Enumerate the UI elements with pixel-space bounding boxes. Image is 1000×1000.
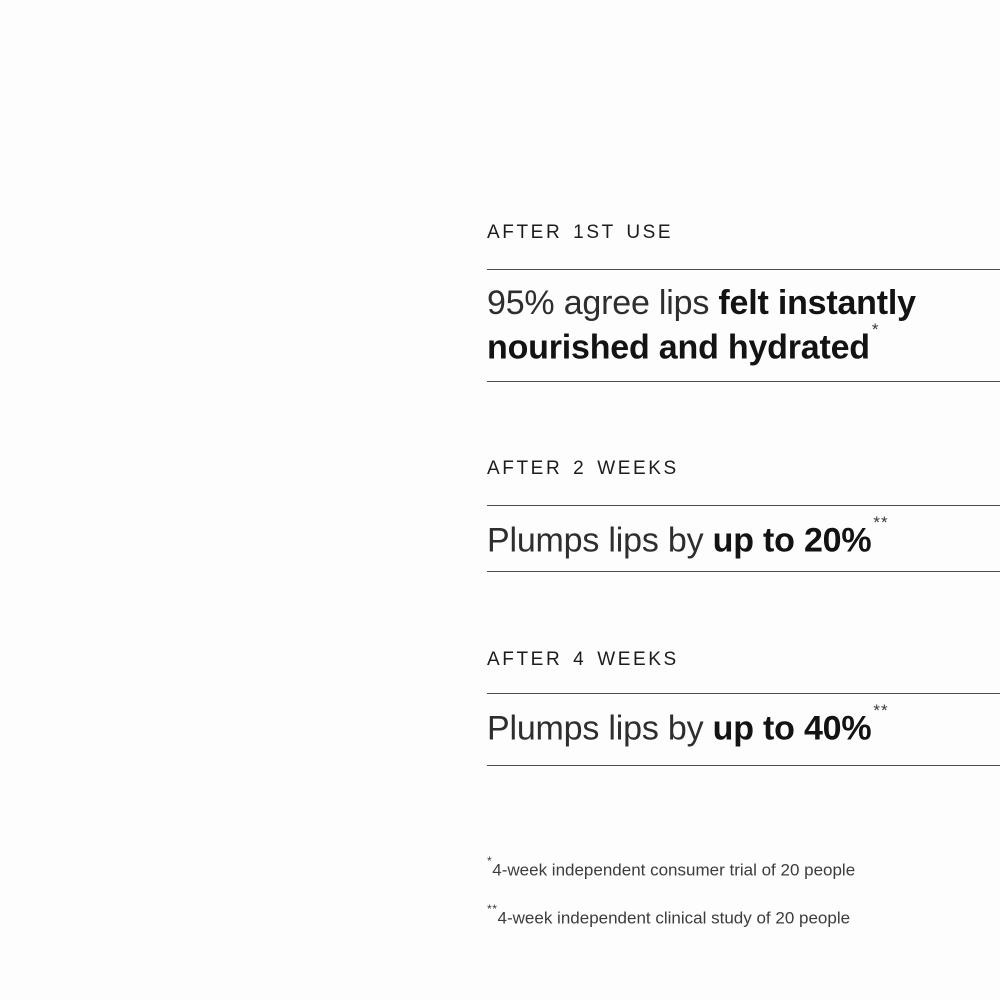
claim-bold-text: up to 20% (712, 521, 872, 560)
claim-regular-text: Plumps lips by (487, 709, 713, 748)
footnote-marker: ** (873, 513, 889, 533)
claim-bold-text: up to 40% (712, 709, 872, 748)
section-label-after-2-weeks: AFTER 2 WEEKS (487, 458, 679, 479)
footnote-marker: ** (487, 902, 498, 917)
divider-line (487, 381, 1000, 382)
footnote-text: 4-week independent consumer trial of 20 people (492, 860, 856, 880)
section-label-after-1st-use: AFTER 1ST USE (487, 222, 674, 243)
claim-bold-text: nourished and hydrated (487, 328, 870, 367)
divider-line (487, 765, 1000, 766)
footnote-consumer-trial (487, 854, 1000, 881)
footnote-clinical-study (487, 902, 1000, 929)
claim-regular-text: Plumps lips by (487, 521, 713, 560)
footnote-marker: ** (873, 701, 889, 721)
footnote-marker: * (487, 854, 493, 869)
divider-line (487, 571, 1000, 572)
divider-line (487, 505, 1000, 506)
section-label-after-4-weeks: AFTER 4 WEEKS (487, 649, 679, 670)
divider-line (487, 693, 1000, 694)
footnote-text: 4-week independent clinical study of 20 people (497, 908, 851, 928)
claim-after-1st-use (487, 284, 1000, 366)
claim-bold-text: felt instantly (718, 284, 916, 322)
footnote-marker: * (871, 320, 880, 340)
claim-regular-text: 95% agree lips (487, 284, 719, 322)
claim-after-4-weeks (487, 703, 1000, 747)
claim-after-2-weeks (487, 515, 1000, 559)
divider-line (487, 269, 1000, 270)
